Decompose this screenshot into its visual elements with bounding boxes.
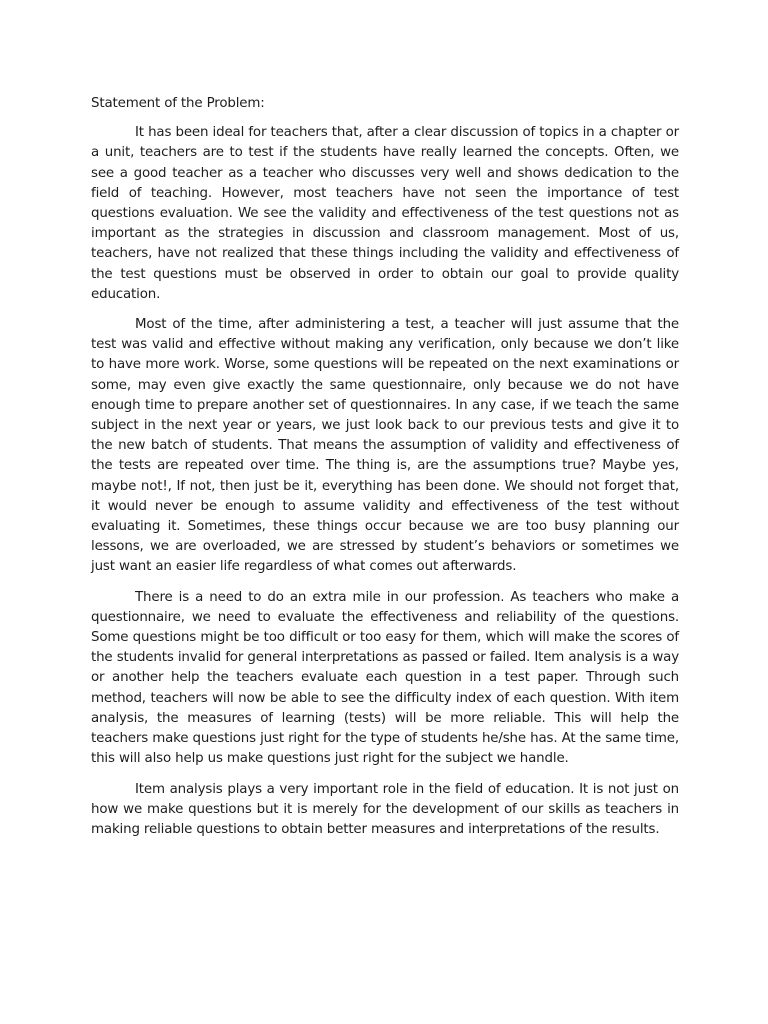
- paragraph-4: Item analysis plays a very important role in the field of education. It is not just on how we make questions but it is merely for the development of our skills as teachers in making reliable questions to obtain better measures and interpretations of the results.: [91, 781, 679, 837]
- section-heading: Statement of the Problem:: [91, 96, 265, 111]
- paragraph-3: There is a need to do an extra mile in our profession. As teachers who make a questionnaire, we need to evaluate the effectiveness and reliability of the questions. Some questions might be too difficult or too easy for them, which will make the scores of the students invalid for general interpretations as passed or failed. Item analysis is a way or another help the teachers evaluate each question in a test paper. Through such method, teachers will now be able to see the difficulty index of each question. With item analysis, the measures of learning (tests) will be more reliable. This will help the teachers make questions just right for the type of students he/she has. At the same time, this will also help us make questions just right for the subject we handle.: [91, 589, 679, 767]
- document-body: [91, 94, 679, 850]
- paragraph-2: Most of the time, after administering a test, a teacher will just assume that the test was valid and effective without making any verification, only because we don’t like to have more work. Worse, some questions will be repeated on the next examinations or some, may even give exactly the same questionnaire, only because we do not have enough time to prepare another set of questionnaires. In any case, if we teach the same subject in the next year or years, we just look back to our previous tests and give it to the new batch of students. That means the assumption of validity and effectiveness of the tests are repeated over time. The thing is, are the assumptions true? Maybe yes, maybe not!, If not, then just be it, everything has been done. We should not forget that, it would never be enough to assume validity and effectiveness of the test without evaluating it. Sometimes, these things occur because we are too busy planning our lessons, we are overloaded, we are stressed by student’s behaviors or sometimes we just want an easier life regardless of what comes out afterwards.: [91, 317, 679, 575]
- paragraph-1: It has been ideal for teachers that, after a clear discussion of topics in a chapter or a unit, teachers are to test if the students have really learned the concepts. Often, we see a good teacher as a teacher who discusses very well and shows dedication to the field of teaching. However, most teachers have not seen the importance of test questions evaluation. We see the validity and effectiveness of the test questions not as important as the strategies in discussion and classroom management. Most of us, teachers, have not realized that these things including the validity and effectiveness of the test questions must be observed in order to obtain our goal to provide quality education.: [91, 125, 679, 302]
